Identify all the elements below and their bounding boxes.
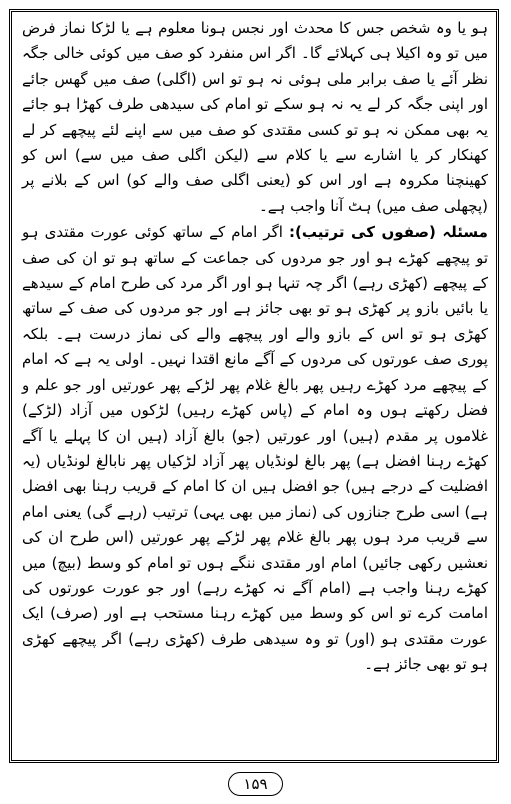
masala-heading: مسئلہ (صفوں کی ترتیب): (289, 223, 488, 242)
paragraph-2-text: اگر امام کے ساتھ کوئی عورت مقتدی ہو تو پیچھے کھڑے ہو اور جو مردوں کی جماعت کے ساتھ ہو تو ان کی صف کے پیچھے (کھڑی رہے) اگر چہ تنہا ہو اور اگر مرد کی طرح امام کے سیدھے یا بائیں بازو پر کھڑی ہو تو بھی جائز ہے اور جو مردوں کی صف کے ساتھ کھڑی ہو تو اس کے بازو والے اور پیچھے والے کی نماز درست ہے۔ بلکہ پوری صف عورتوں کی مردوں کے آگے مانع اقتدا نہیں۔ اولی یہ ہے کہ امام کے پیچھے مرد کھڑے رہیں پھر بالغ غلام پھر لڑکے پھر عورتیں اور جو علم و فضل رکھتے ہوں وہ امام کے (پاس کھڑے رہیں) لڑکوں میں آزاد (لڑکے) غلاموں پر مقدم (ہیں) اور عورتیں (جو) بالغ آزاد (ہیں ان کا پہلے یا آگے کھڑے رہنا افضل ہے) پھر بالغ لونڈیاں پھر آزاد لڑکیاں پھر نابالغ لونڈیاں (یہ افضلیت کے درجے ہیں) جو افضل ہیں ان کا امام کے قریب رہنا بھی افضل ہے) اسی طرح جنازوں کی (نماز میں بھی یہی) ترتیب (رہے گی) یعنی امام سے قریب مرد ہوں پھر بالغ غلام پھر لڑکے پھر عورتیں (اس طرح ان کی نعشیں رکھی جائیں) امام اور مقتدی ننگے ہوں تو امام کو وسط (بیچ) میں کھڑے رہنا واجب ہے (امام آگے نہ کھڑے رہے) اور جو عورت عورتوں کی امامت کرے تو اس کو وسط میں کھڑے رہنا مستحب ہے اور (صرف) ایک عورت مقتدی ہو (اور) تو وہ سیدھی طرف (کھڑی رہے) اگر پیچھے کھڑی ہو تو بھی جائز ہے۔ (22, 223, 488, 674)
body-text (22, 16, 488, 678)
paragraph-2 (22, 220, 488, 677)
page-footer (0, 770, 511, 798)
page-number: ۱۵۹ (228, 772, 282, 796)
paragraph-1-text: ہو یا وہ شخص جس کا محدث اور نجس ہونا معلوم ہے یا لڑکا نماز فرض میں تو وہ اکیلا ہی کہلائے گا۔ اگر اس منفرد کو صف میں کوئی خالی جگہ نظر آئے یا صف برابر ملی ہوئی نہ ہو تو اس (اگلی) صف میں گھس جائے اور اپنی جگہ کر لے یہ نہ ہو سکے تو امام کی سیدھی طرف کھڑا ہو جائے یہ بھی ممکن نہ ہو تو کسی مقتدی کو صف میں سے اپنے لئے پیچھے کر لے کھنکار کر یا اشارے سے یا کلام سے (لیکن اگلی صف میں سے) اس کو کھینچنا مکروہ ہے اور اس کو (یعنی اگلی صف والے کو) اس کے بلانے پر (پچھلی صف میں) ہٹ آنا واجب ہے۔ (22, 19, 488, 215)
paragraph-1 (22, 16, 488, 219)
